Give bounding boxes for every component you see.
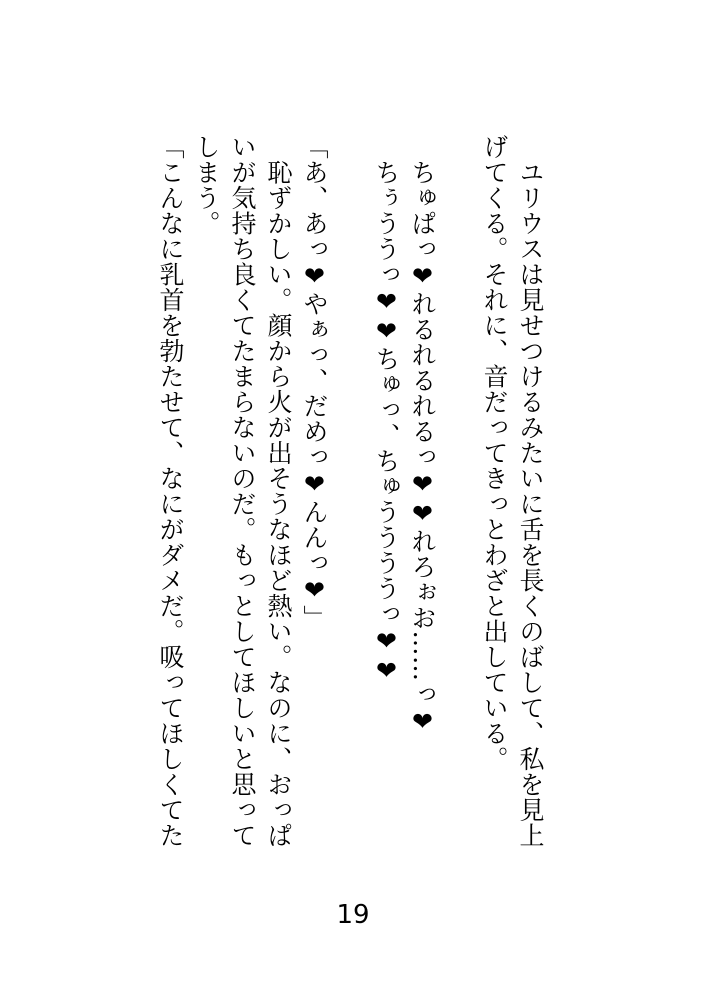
blank-line — [440, 134, 476, 874]
text-line: 「こんなに乳首を勃たせて、なにがダメだ。吸ってほしくてた — [156, 134, 185, 848]
text-line: ユリウスは見せつけるみたいに舌を長くのばして、私を見上 — [516, 134, 545, 848]
vertical-text-body — [152, 134, 548, 874]
text-line: げてくる。それに、音だってきっとわざと出している。 — [480, 134, 509, 772]
text-line: しまう。 — [192, 134, 221, 236]
text-line: 「あ、あっ❤やぁっ、だめっ❤んんっ❤」 — [300, 134, 329, 631]
text-line: ちゅぱっ❤れるれるれるっ❤❤れろぉお……っ❤ — [408, 134, 437, 737]
text-line: 恥ずかしい。顔から火が出そうなほど熱い。なのに、おっぱ — [264, 134, 293, 848]
text-line: ちぅううっ❤❤ちゅっ、ちゅううううっ❤❤ — [372, 134, 401, 686]
blank-line — [332, 134, 368, 874]
page-number: 19 — [336, 900, 370, 930]
text-line: いが気持ち良くてたまらないのだ。もっとしてほしいと思って — [228, 134, 257, 848]
